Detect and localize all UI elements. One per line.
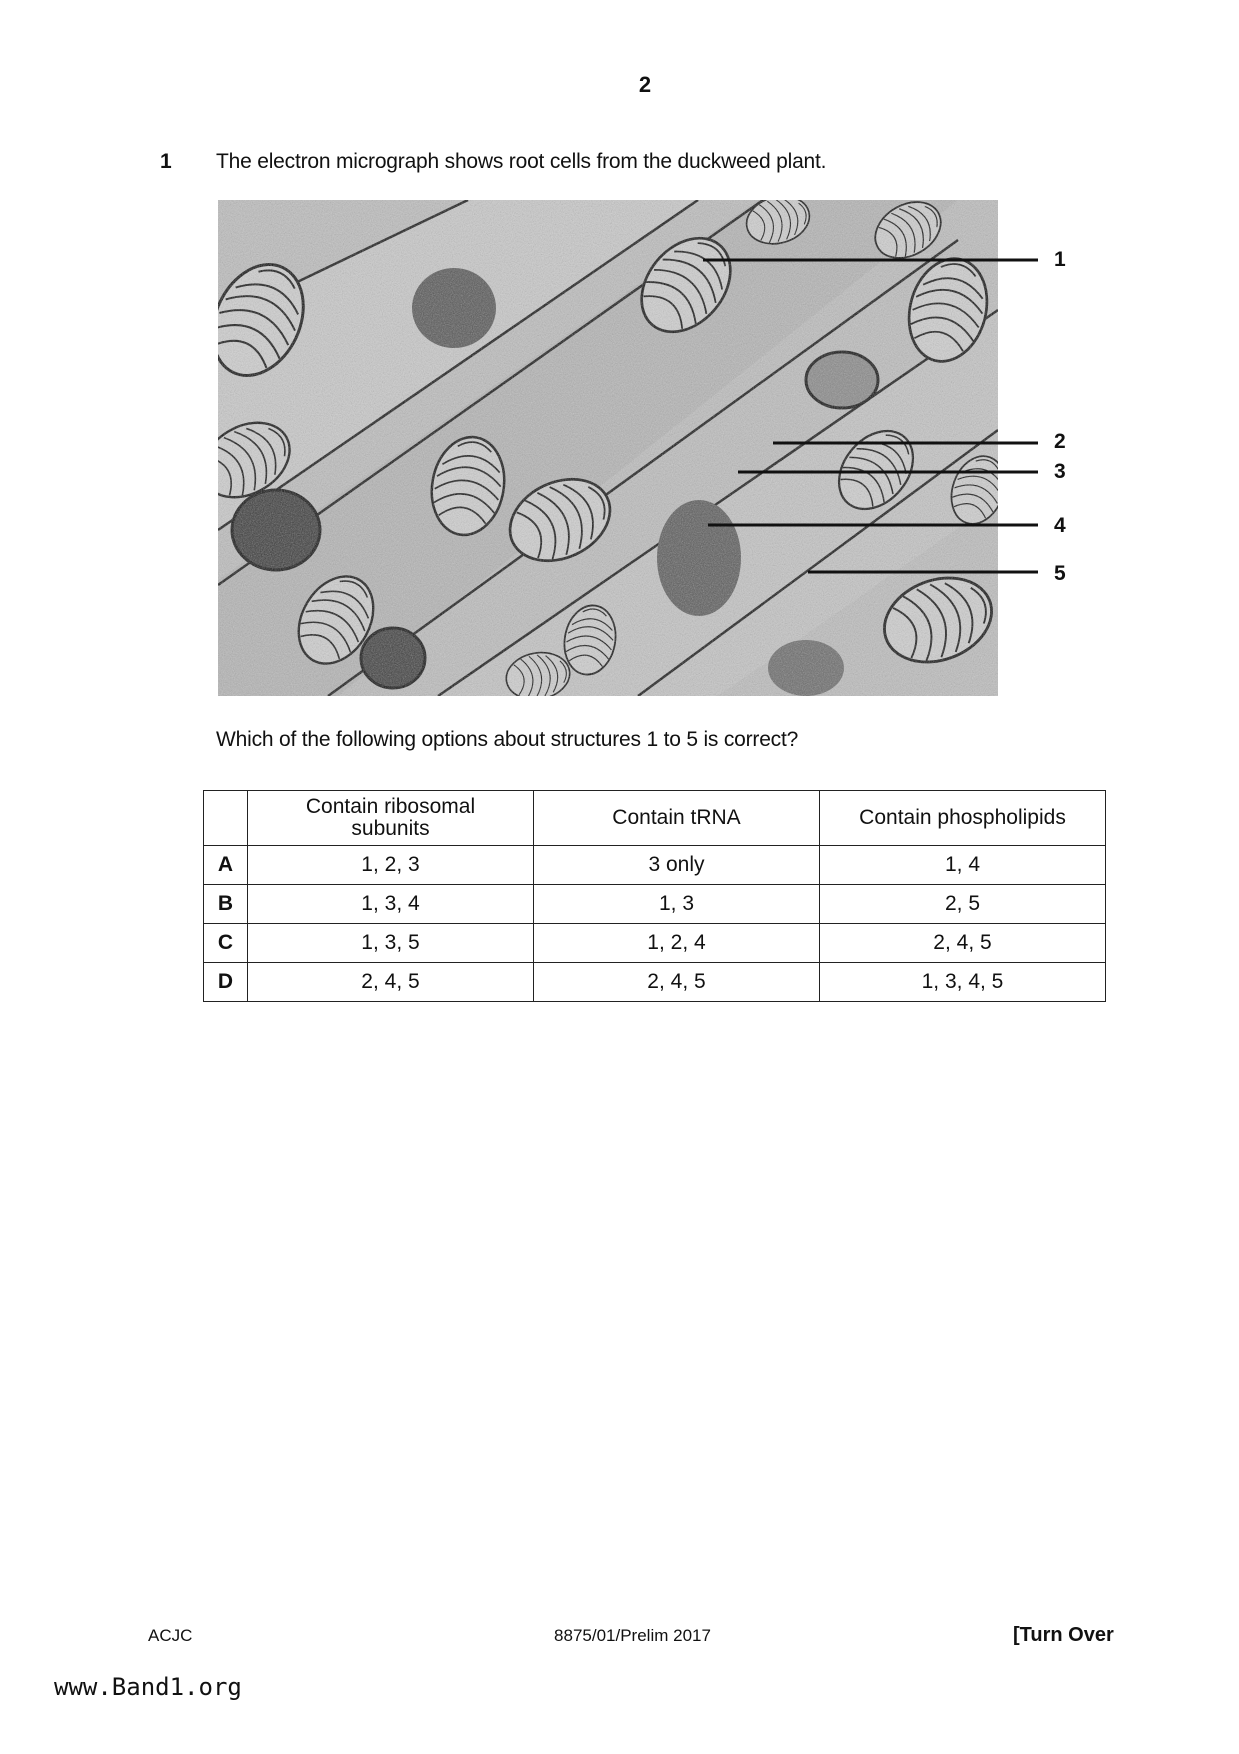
table-row xyxy=(204,963,1106,1002)
table-row xyxy=(204,885,1106,924)
header-phospholipids: Contain phospholipids xyxy=(820,791,1106,846)
header-ribosomal: Contain ribosomal subunits xyxy=(248,791,534,846)
structure-label-2: 2 xyxy=(1054,430,1066,453)
label-lines xyxy=(218,200,1048,600)
option-letter: A xyxy=(204,846,248,885)
structure-label-4: 4 xyxy=(1054,514,1066,537)
option-letter: B xyxy=(204,885,248,924)
footer-turn-over: [Turn Over xyxy=(1013,1624,1114,1646)
structure-label-3: 3 xyxy=(1054,460,1066,483)
cell-trna: 3 only xyxy=(534,846,820,885)
cell-trna: 2, 4, 5 xyxy=(534,963,820,1002)
page-number: 2 xyxy=(638,72,652,97)
cell-ribosomal: 1, 3, 5 xyxy=(248,924,534,963)
cell-phospholipids: 1, 4 xyxy=(820,846,1106,885)
watermark: www.Band1.org xyxy=(54,1673,242,1701)
cell-ribosomal: 1, 2, 3 xyxy=(248,846,534,885)
header-option xyxy=(204,791,248,846)
options-table xyxy=(203,790,1106,1002)
option-letter: D xyxy=(204,963,248,1002)
footer-school: ACJC xyxy=(148,1626,193,1645)
option-letter: C xyxy=(204,924,248,963)
question-number: 1 xyxy=(160,150,172,173)
cell-phospholipids: 1, 3, 4, 5 xyxy=(820,963,1106,1002)
cell-ribosomal: 2, 4, 5 xyxy=(248,963,534,1002)
cell-phospholipids: 2, 4, 5 xyxy=(820,924,1106,963)
cell-ribosomal: 1, 3, 4 xyxy=(248,885,534,924)
structure-label-1: 1 xyxy=(1054,248,1066,271)
footer-paper-code: 8875/01/Prelim 2017 xyxy=(554,1626,711,1645)
table-row xyxy=(204,924,1106,963)
cell-phospholipids: 2, 5 xyxy=(820,885,1106,924)
question-prompt: Which of the following options about structures 1 to 5 is correct? xyxy=(216,728,799,751)
structure-label-5: 5 xyxy=(1054,562,1066,585)
cell-trna: 1, 2, 4 xyxy=(534,924,820,963)
table-header-row xyxy=(204,791,1106,846)
question-stem: The electron micrograph shows root cells from the duckweed plant. xyxy=(216,150,827,173)
table-row xyxy=(204,846,1106,885)
header-trna: Contain tRNA xyxy=(534,791,820,846)
cell-trna: 1, 3 xyxy=(534,885,820,924)
